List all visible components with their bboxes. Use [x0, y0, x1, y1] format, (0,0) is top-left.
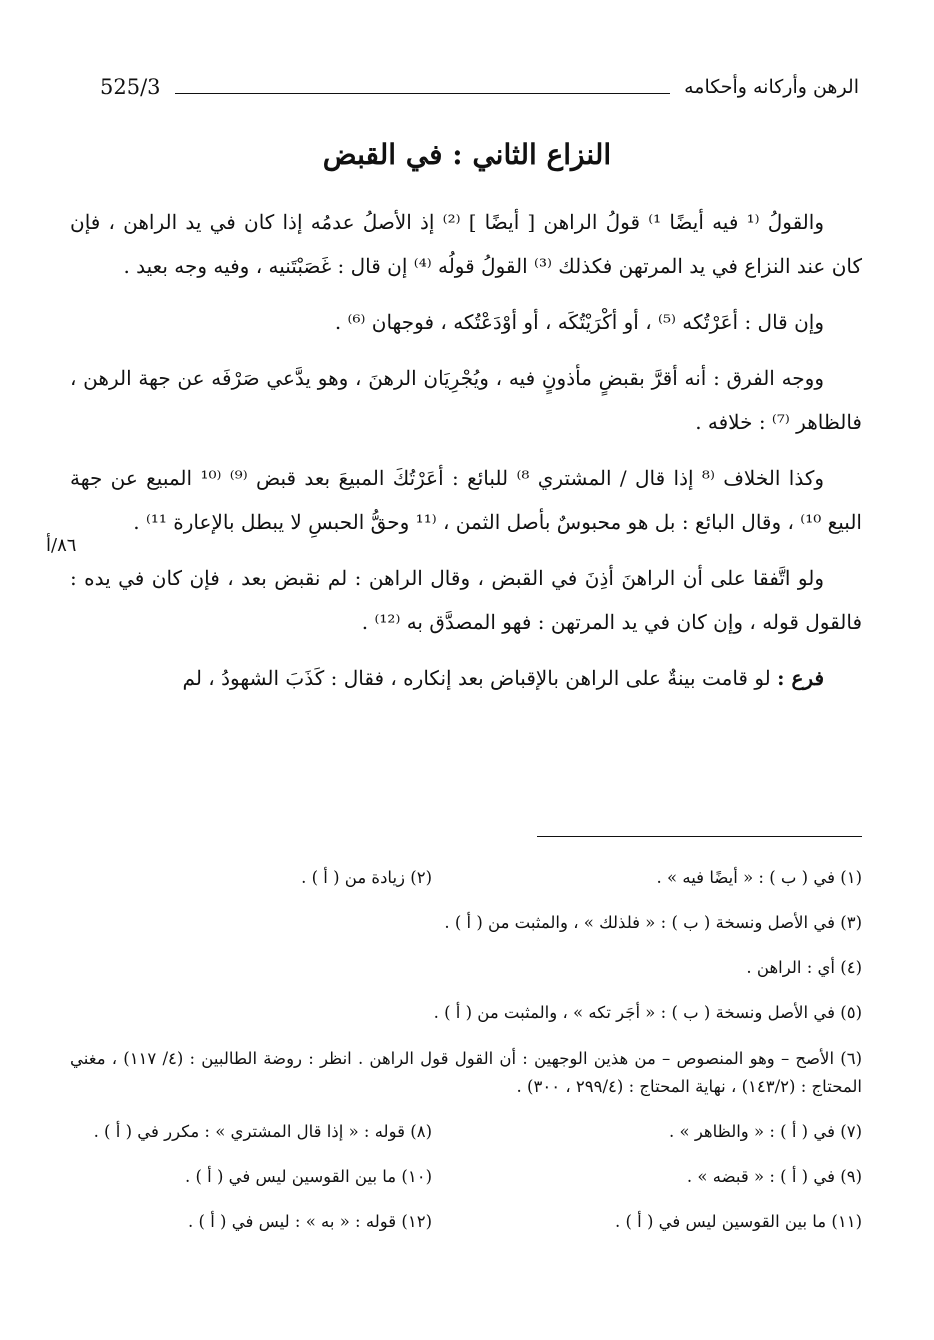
footnote-5: (٥) في الأصل ونسخة ( ب ) : « أجَر تكه » ، والمثبت من ( أ ) . — [433, 1003, 862, 1022]
footnote-10: (١٠) ما بين القوسين ليس في ( أ ) . — [184, 1167, 432, 1186]
header-rule — [175, 93, 671, 94]
footnote-6: (٦) الأصح – وهو المنصوص – من هذين الوجهين : أن القول قول الراهن . انظر : روضة الطالبين : (٤/ ١١٧) ، مغني المحتاج : (١٤٣/٢) ، نهاية المحتاج : (٢٩٩/٤ ، ٣٠٠) . — [70, 1049, 862, 1096]
branch-text: لو قامت بينةٌ على الراهن بالإقباض بعد إنكاره ، فقال : كَذَبَ الشهودُ ، لم — [182, 666, 771, 690]
footnote-7: (٧) في ( أ ) : « والظاهر » . — [669, 1122, 862, 1141]
paragraph: ولو اتَّفقا على أن الراهنَ أذِنَ في القبض ، وقال الراهن : لم نقبض بعد ، فإن كان في يده : فالقول قوله ، وإن كان في يد المرتهن : فهو المصدَّق به ⁽¹²⁾ . — [70, 566, 862, 634]
footnote-row — [70, 910, 862, 936]
footnote-row — [70, 955, 862, 981]
footnote-row — [70, 865, 862, 891]
footnotes — [70, 865, 862, 1254]
footnote-row — [70, 1209, 862, 1235]
paragraph: ووجه الفرق : أنه أقرَّ بقبضٍ مأذونٍ فيه ، ويُجْرِيَان الرهنَ ، وهو يدَّعي صَرْفَه عن جهة الرهن ، فالظاهر ⁽⁷⁾ : خلافه . — [70, 366, 862, 434]
footnote-2: (٢) زيادة من ( أ ) . — [301, 868, 432, 887]
paragraph: والقولُ ⁽¹ فيه أيضًا ¹⁾ قولُ الراهن [ أيضًا ] ⁽²⁾ إذ الأصلُ عدمُه إذا كان في يد الراهن ، فإن كان عند النزاع في يد المرتهن فكذلك ⁽³⁾ القولُ قولُه ⁽⁴⁾ إن قال : غَصَبْتَنيه ، وفيه وجه بعيد . — [70, 210, 862, 278]
body-text — [70, 200, 862, 712]
book-title: الرهن وأركانه وأحكامه — [684, 76, 859, 98]
footnote-4: (٤) أي : الراهن . — [746, 958, 862, 977]
footnote-row — [70, 1164, 862, 1190]
footnote-1: (١) في ( ب ) : « أيضًا فيه » . — [656, 868, 862, 887]
footnote-9: (٩) في ( أ ) : « قبضه » . — [686, 1167, 862, 1186]
running-header — [100, 70, 859, 104]
manuscript-folio-marker: ٨٦/أ — [46, 535, 77, 556]
paragraph: وكذا الخلاف ⁽⁸ إذا قال / المشتري ⁸⁾ للبائع : أعَرْتُكَ المبيعَ بعد قبض ⁽⁹⁾ ⁽¹⁰ المبيع عن جهة البيع ¹⁰⁾ ، وقال البائع : بل هو محبوسٌ بأصل الثمن ، ⁽¹¹ وحقُّ الحبسِ لا يبطل بالإعارة ¹¹⁾ . — [70, 466, 862, 534]
branch-paragraph — [70, 656, 862, 700]
footnote-11: (١١) ما بين القوسين ليس في ( أ ) . — [614, 1212, 862, 1231]
footnote-3: (٣) في الأصل ونسخة ( ب ) : « فلذلك » ، والمثبت من ( أ ) . — [444, 913, 862, 932]
footnote-12: (١٢) قوله : « به » : ليس في ( أ ) . — [188, 1212, 432, 1231]
footnote-row — [70, 1119, 862, 1145]
footnote-row — [70, 1000, 862, 1026]
footnote-divider — [537, 836, 862, 837]
branch-label: فرع : — [777, 666, 824, 690]
paragraph: وإن قال : أعَرْتُكه ⁽⁵⁾ ، أو أكْرَيْتُكَه ، أو أوْدَعْتُكه ، فوجهان ⁽⁶⁾ . — [334, 310, 824, 334]
page-number: 525/3 — [100, 75, 161, 99]
chapter-title: النزاع الثاني : في القبض — [322, 138, 612, 171]
footnote-8: (٨) قوله : « إذا قال المشتري » : مكرر في ( أ ) . — [93, 1122, 432, 1141]
